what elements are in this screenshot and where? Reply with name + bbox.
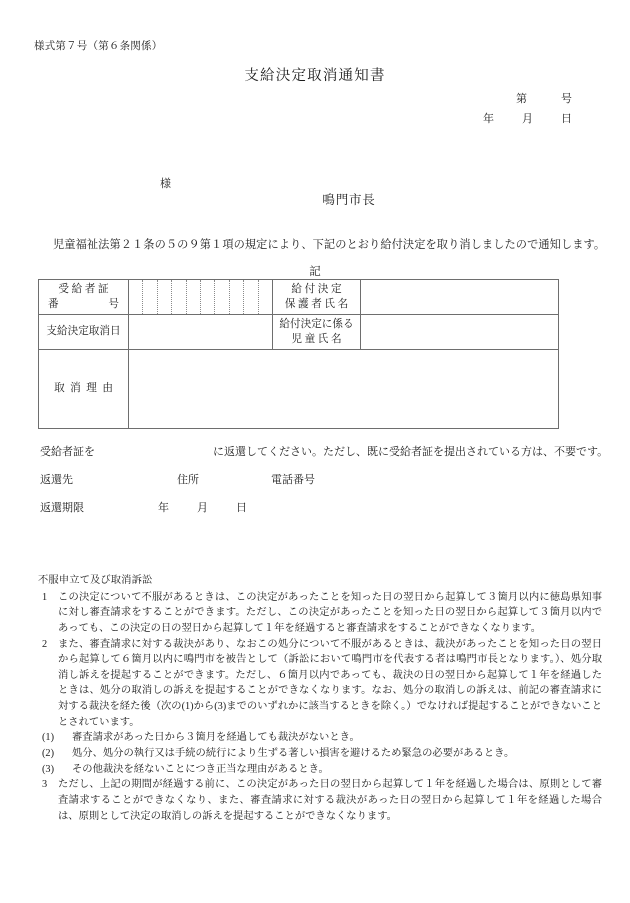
appeal-sub-text: 審査請求があった日から３箇月を経過しても裁決がないとき。 [72, 732, 360, 744]
recipient-certificate-label-line2 [39, 297, 128, 312]
reference-number-line [0, 90, 572, 106]
deadline-day-label: 日 [236, 502, 247, 514]
appeal-sub-item [38, 746, 602, 762]
decision-details-table [38, 279, 559, 429]
number-label-char-b: 号 [108, 299, 119, 310]
digit-cell[interactable] [244, 280, 258, 314]
cancellation-reason-label-text: 取消理由 [54, 383, 119, 395]
deadline-month-label: 月 [197, 502, 208, 514]
digit-cell[interactable] [172, 280, 186, 314]
appeal-note-item [38, 777, 602, 824]
appeal-sub-text: その他裁決を経ないことにつき正当な理由があるとき。 [72, 763, 329, 775]
statement-text: 児童福祉法第２１条の５の９第１項の規定により、下記のとおり給付決定を取り消しましたので通知します。 [53, 239, 606, 251]
appeal-sub-text: 処分、処分の執行又は手続の続行により生ずる著しい損害を避けるため緊急の必要があるとき。 [72, 748, 515, 760]
return-certificate-text: に返還してください。ただし、既に受給者証を提出されている方は、不要です。 [213, 446, 609, 458]
cancellation-reason-field[interactable] [129, 350, 559, 429]
cancellation-date-field[interactable] [129, 315, 273, 350]
phone-label: 電話番号 [271, 474, 315, 486]
deadline-year-label: 年 [158, 502, 169, 514]
guardian-name-label-line2: 保護者氏名 [284, 299, 351, 310]
child-name-field[interactable] [361, 315, 559, 350]
date-year-label: 年 [483, 113, 494, 125]
appeal-sub-item [38, 762, 602, 778]
return-deadline-line [40, 499, 247, 515]
digit-cell[interactable] [230, 280, 244, 314]
appeal-note-text: また、審査請求に対する裁決があり、なおこの処分について不服があるときは、裁決があったことを知った日の翌日から起算して６箇月以内に鳴門市を被告として（訴訟において鳴門市を代表する者は鳴門市長となります。）、処分取消し訴えを提起することができます。ただし、６箇月以内であっても、裁決の日の翌日から起算して１年を経過したときは、処分の取消しの訴えを提起することができなくなります。なお、処分の取消しの訴えは、前記の審査請求に対する裁決を経た後（次の(1)から(3)までのいずれかに該当するときを除く。）でなければ提起することができないこととされています。 [58, 638, 602, 728]
appeal-sub-number: (3) [42, 763, 55, 775]
number-label-char-a: 番 [48, 299, 59, 310]
table-row [39, 315, 559, 350]
digit-cell[interactable] [129, 280, 143, 314]
digit-cells [129, 280, 272, 314]
digit-cell[interactable] [187, 280, 201, 314]
child-name-label [273, 315, 361, 350]
recipient-certificate-label-line1: 受給者証 [58, 283, 112, 295]
return-instruction-line [40, 443, 608, 459]
form-number: 様式第７号（第６条関係） [34, 41, 163, 52]
appeal-sub-number: (1) [42, 732, 55, 744]
recipient-certificate-number-field[interactable] [129, 280, 273, 315]
table-row [39, 280, 559, 315]
issuer-name: 鳴門市長 [322, 193, 376, 207]
appeal-note-number: 2 [42, 638, 48, 650]
return-certificate-label: 受給者証を [40, 446, 95, 458]
reference-number-prefix: 第 [516, 93, 527, 105]
ki-mark: 記 [309, 266, 321, 278]
guardian-name-field[interactable] [361, 280, 559, 315]
recipient-certificate-number-label [39, 280, 129, 315]
reference-number-suffix: 号 [561, 93, 572, 105]
return-deadline-label: 返還期限 [40, 502, 84, 514]
appeal-note-text: ただし、上記の期間が経過する前に、この決定があった日の翌日から起算して１年を経過した場合は、原則として審査請求することができなくなり、また、審査請求に対する裁決があった日の翌日から起算して１年を経過した場合は、原則として決定の取消しの訴えを提起することができなくなります。 [58, 779, 602, 822]
appeal-sub-item [38, 730, 602, 746]
appeal-note-text: この決定について不服があるときは、この決定があったことを知った日の翌日から起算して３箇月以内に徳島県知事に対し審査請求をすることができます。ただし、この決定があったことを知った日の翌日から起算して３箇月以内であっても、この決定の日の翌日から起算して１年を経過すると審査請求をすることができなくなります。 [58, 591, 602, 634]
appeal-notes-section [38, 573, 602, 824]
table-row [39, 350, 559, 429]
return-destination-label: 返還先 [40, 474, 73, 486]
appeal-note-item [38, 590, 602, 637]
child-name-label-line1: 給付決定に係る [279, 318, 354, 330]
digit-cell[interactable] [143, 280, 157, 314]
date-month-label: 月 [522, 113, 533, 125]
digit-cell[interactable] [259, 280, 272, 314]
cancellation-date-label: 支給決定取消日 [39, 315, 129, 350]
appeal-note-number: 1 [42, 591, 48, 603]
digit-cell[interactable] [158, 280, 172, 314]
digit-cell[interactable] [201, 280, 215, 314]
appeal-sub-number: (2) [42, 748, 55, 760]
digit-cell[interactable] [215, 280, 229, 314]
return-destination-line [40, 471, 315, 487]
issue-date-line [0, 110, 572, 126]
appeal-note-item [38, 637, 602, 731]
child-name-label-line2: 児童氏名 [291, 334, 345, 345]
address-label: 住所 [177, 474, 199, 486]
appeal-notes-heading: 不服申立て及び取消訴訟 [38, 575, 153, 586]
appeal-note-number: 3 [42, 779, 48, 791]
guardian-name-label-line1: 給付決定 [291, 283, 345, 295]
guardian-name-label [273, 280, 361, 315]
document-title: 支給決定取消通知書 [244, 68, 386, 84]
addressee-honorific: 様 [160, 178, 171, 190]
cancellation-reason-label [39, 350, 129, 429]
date-day-label: 日 [561, 113, 572, 125]
